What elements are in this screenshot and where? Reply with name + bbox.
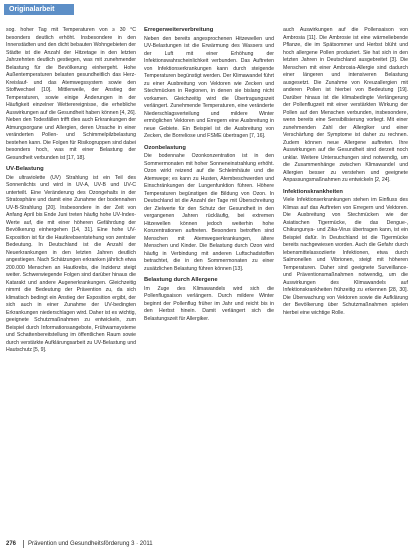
section-heading: UV-Belastung [6,166,44,172]
section-heading: Erregerweiterverbreitung [144,27,214,33]
section-tag: Originalarbeit [4,4,74,15]
page-number: 276 [6,541,17,547]
text-column-2 [144,27,274,323]
text-column-1 [6,27,136,355]
section-heading: Belastung durch Allergene [144,277,218,283]
body-paragraph: Neben den bereits angesprochenen Hitzewellen und UV-Belastungen ist die Erwärmung des Wassers und der Luft mit einer Erhöhung der Infektionswahrscheinlichkeit verbunden. Das Auftreten von Infektionserkrankungen kann durch steigende Temperaturen begünstigt werden. Der Klimawandel führt zu einer Ausbreitung von Vektoren wie Zecken und Stechmücken in Regionen, in denen sie bislang nicht vorkamen. Gleichzeitig wird die Übertragungszeit verlängert. Zunehmende Temperaturen, eine veränderte Niederschlagsverteilung und mildere Winter ermöglichen Vektoren und Erregern eine Ausbreitung in neue Gebiete. Ein Beispiel ist die Ausbreitung von Zecken, die Borreliose und FSME übertragen [7, 16]. [144,35,274,139]
body-paragraph: Viele Infektionserkrankungen stehen im Einfluss des Klimas auf das Auftreten von Erregern und Vektoren. Die Ausbreitung von Stechmücken wie der Asiatischen Tigermücke, die das Dengue-, Chikungunya- und Zika-Virus übertragen kann, ist ein Beispiel dafür. In Deutschland ist die Tigermücke bereits nachgewiesen worden. Auch die Gefahr durch lebensmittelassoziierte Infektionen, etwa durch Salmonellen und Vibrionen, steigt mit höheren Temperaturen. Daher sind geeignete Surveillance- und Präventionsmaßnahmen notwendig, um die Auswirkungen des Klimawandels auf Infektionskrankheiten frühzeitig zu erkennen [28, 30]. Die Überwachung von Vektoren sowie die Aufklärung der Bevölkerung über Schutzmaßnahmen spielen hierbei eine wichtige Rolle. [283,197,408,316]
body-paragraph: Im Zuge des Klimawandels wird sich die Pollenflugsaison verlängern. Durch mildere Winter beginnt der Pollenflug früher im Jahr und reicht bis in den Herbst hinein. Damit verlängert sich die Belastungszeit für Allergiker. [144,285,274,322]
body-paragraph: Die bodennahe Ozonkonzentration ist in den Sommermonaten mit hoher Sonneneinstrahlung erhöht. Ozon wirkt reizend auf die Schleimhäute und die Atemwege; es kann zu Husten, Atembeschwerden und Einschränkungen der Lungenfunktion führen. Höhere Temperaturen begünstigen die Bildung von Ozon. In Deutschland ist die Anzahl der Tage mit Überschreitung der Zielwerte für den Schutz der Gesundheit in den vergangenen Jahren rückläufig, bei extremen Hitzewellen können jedoch weiterhin hohe Konzentrationen auftreten. Besonders betroffen sind Menschen mit Atemwegserkrankungen, ältere Menschen und Kinder. Die Belastung durch Ozon wird häufig in Verbindung mit anderen Luftschadstoffen betrachtet, die in den Sommermonaten zu einer zusätzlichen Belastung führen können [13]. [144,153,274,272]
section-heading: Infektionskrankheiten [283,188,343,195]
body-paragraph: Die ultraviolette (UV) Strahlung ist ein Teil des Sonnenlichts und wird in UV-A, UV-B und UV-C unterteilt. Eine Veränderung des Ozongehalts in der Stratosphäre und damit eine Zunahme der bodennahen UV-B-Strahlung [20]. Insbesondere in der Zeit von Anfang April bis Ende Juni treten häufig hohe UV-Index-Werte auf, die mit einer höheren Gefährdung der Bevölkerung einhergehen [14, 31]. Eine hohe UV-Exposition ist für die Hautkrebsentstehung von zentraler Bedeutung. In Deutschland ist die Anzahl der Neuerkrankungen in den letzten Jahren deutlich angestiegen. Nach Schätzungen erkranken jährlich etwa 200.000 Menschen an Hautkrebs, die Inzidenz steigt weiter. Schwerwiegende Folgen sind darüber hinaus die Katarakt und andere Augenerkrankungen. Gleichzeitig nimmt die Bedeutung der Prävention zu, da sich klimatisch bedingt ein Anstieg der Exposition ergibt, der sich auch in einer Zunahme der UV-bedingten Erkrankungen niederschlagen wird. Daher ist es wichtig, geeignete Schutzmaßnahmen zu entwickeln, zum Beispiel durch Informationsangebote, Frühwarnsysteme und Schattenbereitstellung im öffentlichen Raum sowie durch verstärkte Aufklärungsarbeit zu UV-Belastung und Hautschutz [5, 9]. [6,174,136,353]
section-heading: Ozonbelastung [144,144,186,151]
body-paragraph: auch Auswirkungen auf die Pollensaison von Ambrosia [11]. Die Ambrosie ist eine wärmeliebende Pflanze, die im Spätsommer und Herbst blüht und hoch allergene Pollen produziert. Sie hat sich in den letzten Jahren in Deutschland ausgebreitet [3]. Die Menschen mit einer Ambrosia-Allergie sind dadurch einer längeren und intensiveren Belastung ausgesetzt. Die Zunahme von Kreuzallergien mit anderen Pollen ist hierbei von Bedeutung [19]. Darüber hinaus ist die klimabedingte Verlängerung der Pollenflugzeit mit einer verstärkten Wirkung der Pollen auf den Menschen verbunden, insbesondere, wenn bereits eine Sensibilisierung vorliegt. Mit einer zunehmenden Zahl der Allergiker und einer Verschärfung der Symptome ist daher zu rechnen. Zudem können neue Allergene auftreten. Ihre Auswirkungen auf die Gesundheit sind derzeit noch unklar. Weitere Untersuchungen sind notwendig, um die Zusammenhänge zwischen Klimawandel und Allergien besser zu verstehen und geeignete Anpassungsmaßnahmen zu entwickeln [2, 24]. [283,27,408,183]
page-footer [0,538,413,550]
footer-divider [23,540,24,548]
text-column-3 [283,27,408,317]
journal-citation: Prävention und Gesundheitsförderung 3 · 2011 [28,541,153,547]
body-paragraph: sog. hoher Tag mit Temperaturen von ≥ 30 °C besonders deutlich erhöht. Insbesondere in den Innenstädten und den dicht bebauten Wohngebieten der Städte ist die Anzahl der Hitzetage in den letzten Jahrzehnten deutlich gestiegen, was mit zunehmender Belastung für die Bevölkerung einhergeht. Hohe Außentemperaturen belasten gesundheitlich das Herz-Kreislauf- und das Atemwegssystem sowie den Stoffwechsel [10]. Mittlerweile, der Anstieg der Temperaturen, sowie einige Änderungen in der Häufigkeit einzelner Wetterereignisse, die erhebliche Auswirkungen auf die Gesundheit haben können [4, 26]. Neben den Todesfällen trifft dies auch Erkrankungen der Atmungsorgane und Allergien, deren Ursache in einer veränderten Pollen- und Schimmelpilzbelastung bestehen kann. Die Folgen für Risikogruppen sind dabei besonders hoch, was mit einer Belastung der Gesundheit verbunden ist [17, 18]. [6,27,136,161]
